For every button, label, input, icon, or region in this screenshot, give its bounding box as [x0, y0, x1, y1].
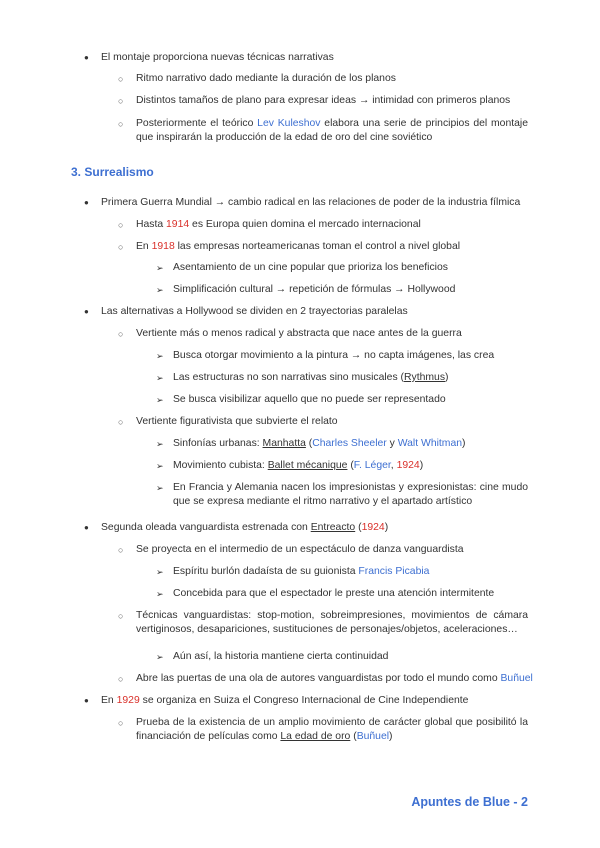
film-title: Ballet mécanique [267, 460, 348, 471]
film-title: Entreacto [310, 522, 356, 533]
list-item: Primera Guerra Mundial → cambio radical en las relaciones de poder de la industria fílmica [101, 197, 521, 208]
bullet-disc: ● [84, 307, 89, 316]
arrow-bullet-icon: ➢ [156, 285, 164, 295]
arrow-bullet-icon: ➢ [156, 395, 164, 405]
arrow-bullet-icon: ➢ [156, 351, 164, 361]
list-item: Las estructuras no son narrativas sino musicales (Rythmus) [173, 372, 449, 383]
list-item: Busca otorgar movimiento a la pintura → no capta imágenes, las crea [173, 350, 495, 361]
year: 1918 [151, 241, 175, 252]
list-item: Sinfonías urbanas: Manhatta (Charles Sheeler y Walt Whitman) [173, 438, 466, 449]
person-name: F. Léger [353, 460, 391, 471]
section-heading: 3. Surrealismo [71, 165, 154, 179]
arrow-bullet-icon: ➢ [156, 483, 164, 493]
bullet-circle: ○ [118, 545, 124, 555]
arrow-bullet-icon: ➢ [156, 589, 164, 599]
year: 1924 [361, 522, 385, 533]
arrow-bullet-icon: ➢ [156, 373, 164, 383]
arrow-bullet-icon: ➢ [156, 652, 164, 662]
bullet-circle: ○ [118, 674, 124, 684]
page-footer: Apuntes de Blue - 2 [411, 795, 528, 809]
film-title: La edad de oro [280, 731, 351, 742]
bullet-circle: ○ [118, 718, 124, 728]
year: 1929 [116, 695, 140, 706]
list-item: Posteriormente el teórico Lev Kuleshov elabora una serie de principios del montaje que inspirarán la producción de la edad de oro del cine soviético [136, 118, 528, 143]
bullet-circle: ○ [118, 242, 124, 252]
list-item: El montaje proporciona nuevas técnicas narrativas [101, 52, 334, 63]
list-item: Ritmo narrativo dado mediante la duración de los planos [136, 73, 396, 84]
bullet-circle: ○ [118, 96, 124, 106]
film-title: Manhatta [262, 438, 306, 449]
person-name: Walt Whitman [397, 438, 463, 449]
list-item: Simplificación cultural → repetición de fórmulas → Hollywood [173, 284, 456, 295]
person-name: Lev Kuleshov [257, 118, 321, 129]
arrow-bullet-icon: ➢ [156, 439, 164, 449]
list-item: Vertiente figurativista que subvierte el relato [136, 416, 338, 427]
bullet-circle: ○ [118, 329, 124, 339]
year: 1924 [396, 460, 420, 471]
bullet-circle: ○ [118, 220, 124, 230]
list-item: Vertiente más o menos radical y abstracta que nace antes de la guerra [136, 328, 462, 339]
arrow-bullet-icon: ➢ [156, 461, 164, 471]
bullet-disc: ● [84, 696, 89, 705]
list-item: Espíritu burlón dadaísta de su guionista Francis Picabia [173, 566, 430, 577]
list-item: Las alternativas a Hollywood se dividen en 2 trayectorias paralelas [101, 306, 408, 317]
list-item: En Francia y Alemania nacen los impresionistas y expresionistas: cine mudo que se expresa mediante el ritmo narrativo y el apartado artístico [173, 482, 528, 507]
bullet-disc: ● [84, 198, 89, 207]
person-name: Buñuel [356, 731, 390, 742]
list-item: Distintos tamaños de plano para expresar ideas → intimidad con primeros planos [136, 95, 511, 106]
list-item: En 1918 las empresas norteamericanas toman el control a nivel global [136, 241, 461, 252]
list-item: Aún así, la historia mantiene cierta continuidad [173, 651, 389, 662]
film-title: Rythmus [404, 372, 446, 383]
bullet-circle: ○ [118, 74, 124, 84]
bullet-circle: ○ [118, 417, 124, 427]
list-item: Segunda oleada vanguardista estrenada con Entreacto (1924) [101, 522, 389, 533]
list-item: Concebida para que el espectador le preste una atención intermitente [173, 588, 495, 599]
bullet-disc: ● [84, 523, 89, 532]
list-item: Hasta 1914 es Europa quien domina el mercado internacional [136, 219, 421, 230]
list-item: Se busca visibilizar aquello que no puede ser representado [173, 394, 446, 405]
arrow-bullet-icon: ➢ [156, 263, 164, 273]
bullet-circle: ○ [118, 119, 124, 129]
person-name: Francis Picabia [358, 566, 430, 577]
bullet-disc: ● [84, 53, 89, 62]
person-name: Charles Sheeler [312, 438, 387, 449]
list-item: Asentamiento de un cine popular que prioriza los beneficios [173, 262, 448, 273]
list-item: Abre las puertas de una ola de autores vanguardistas por todo el mundo como Buñuel [136, 673, 533, 684]
list-item: En 1929 se organiza en Suiza el Congreso Internacional de Cine Independiente [101, 695, 469, 706]
list-item: Técnicas vanguardistas: stop-motion, sobreimpresiones, movimientos de cámara vertiginosos, desapariciones, sustituciones de personajes/objetos, aceleraciones… [136, 610, 528, 635]
list-item: Prueba de la existencia de un amplio movimiento de carácter global que posibilitó la financiación de películas como La edad de oro (Buñuel) [136, 717, 528, 742]
arrow-bullet-icon: ➢ [156, 567, 164, 577]
list-item: Se proyecta en el intermedio de un espectáculo de danza vanguardista [136, 544, 464, 555]
year: 1914 [166, 219, 190, 230]
bullet-circle: ○ [118, 611, 124, 621]
list-item: Movimiento cubista: Ballet mécanique (F. Léger, 1924) [173, 460, 424, 471]
person-name: Buñuel [500, 673, 533, 684]
